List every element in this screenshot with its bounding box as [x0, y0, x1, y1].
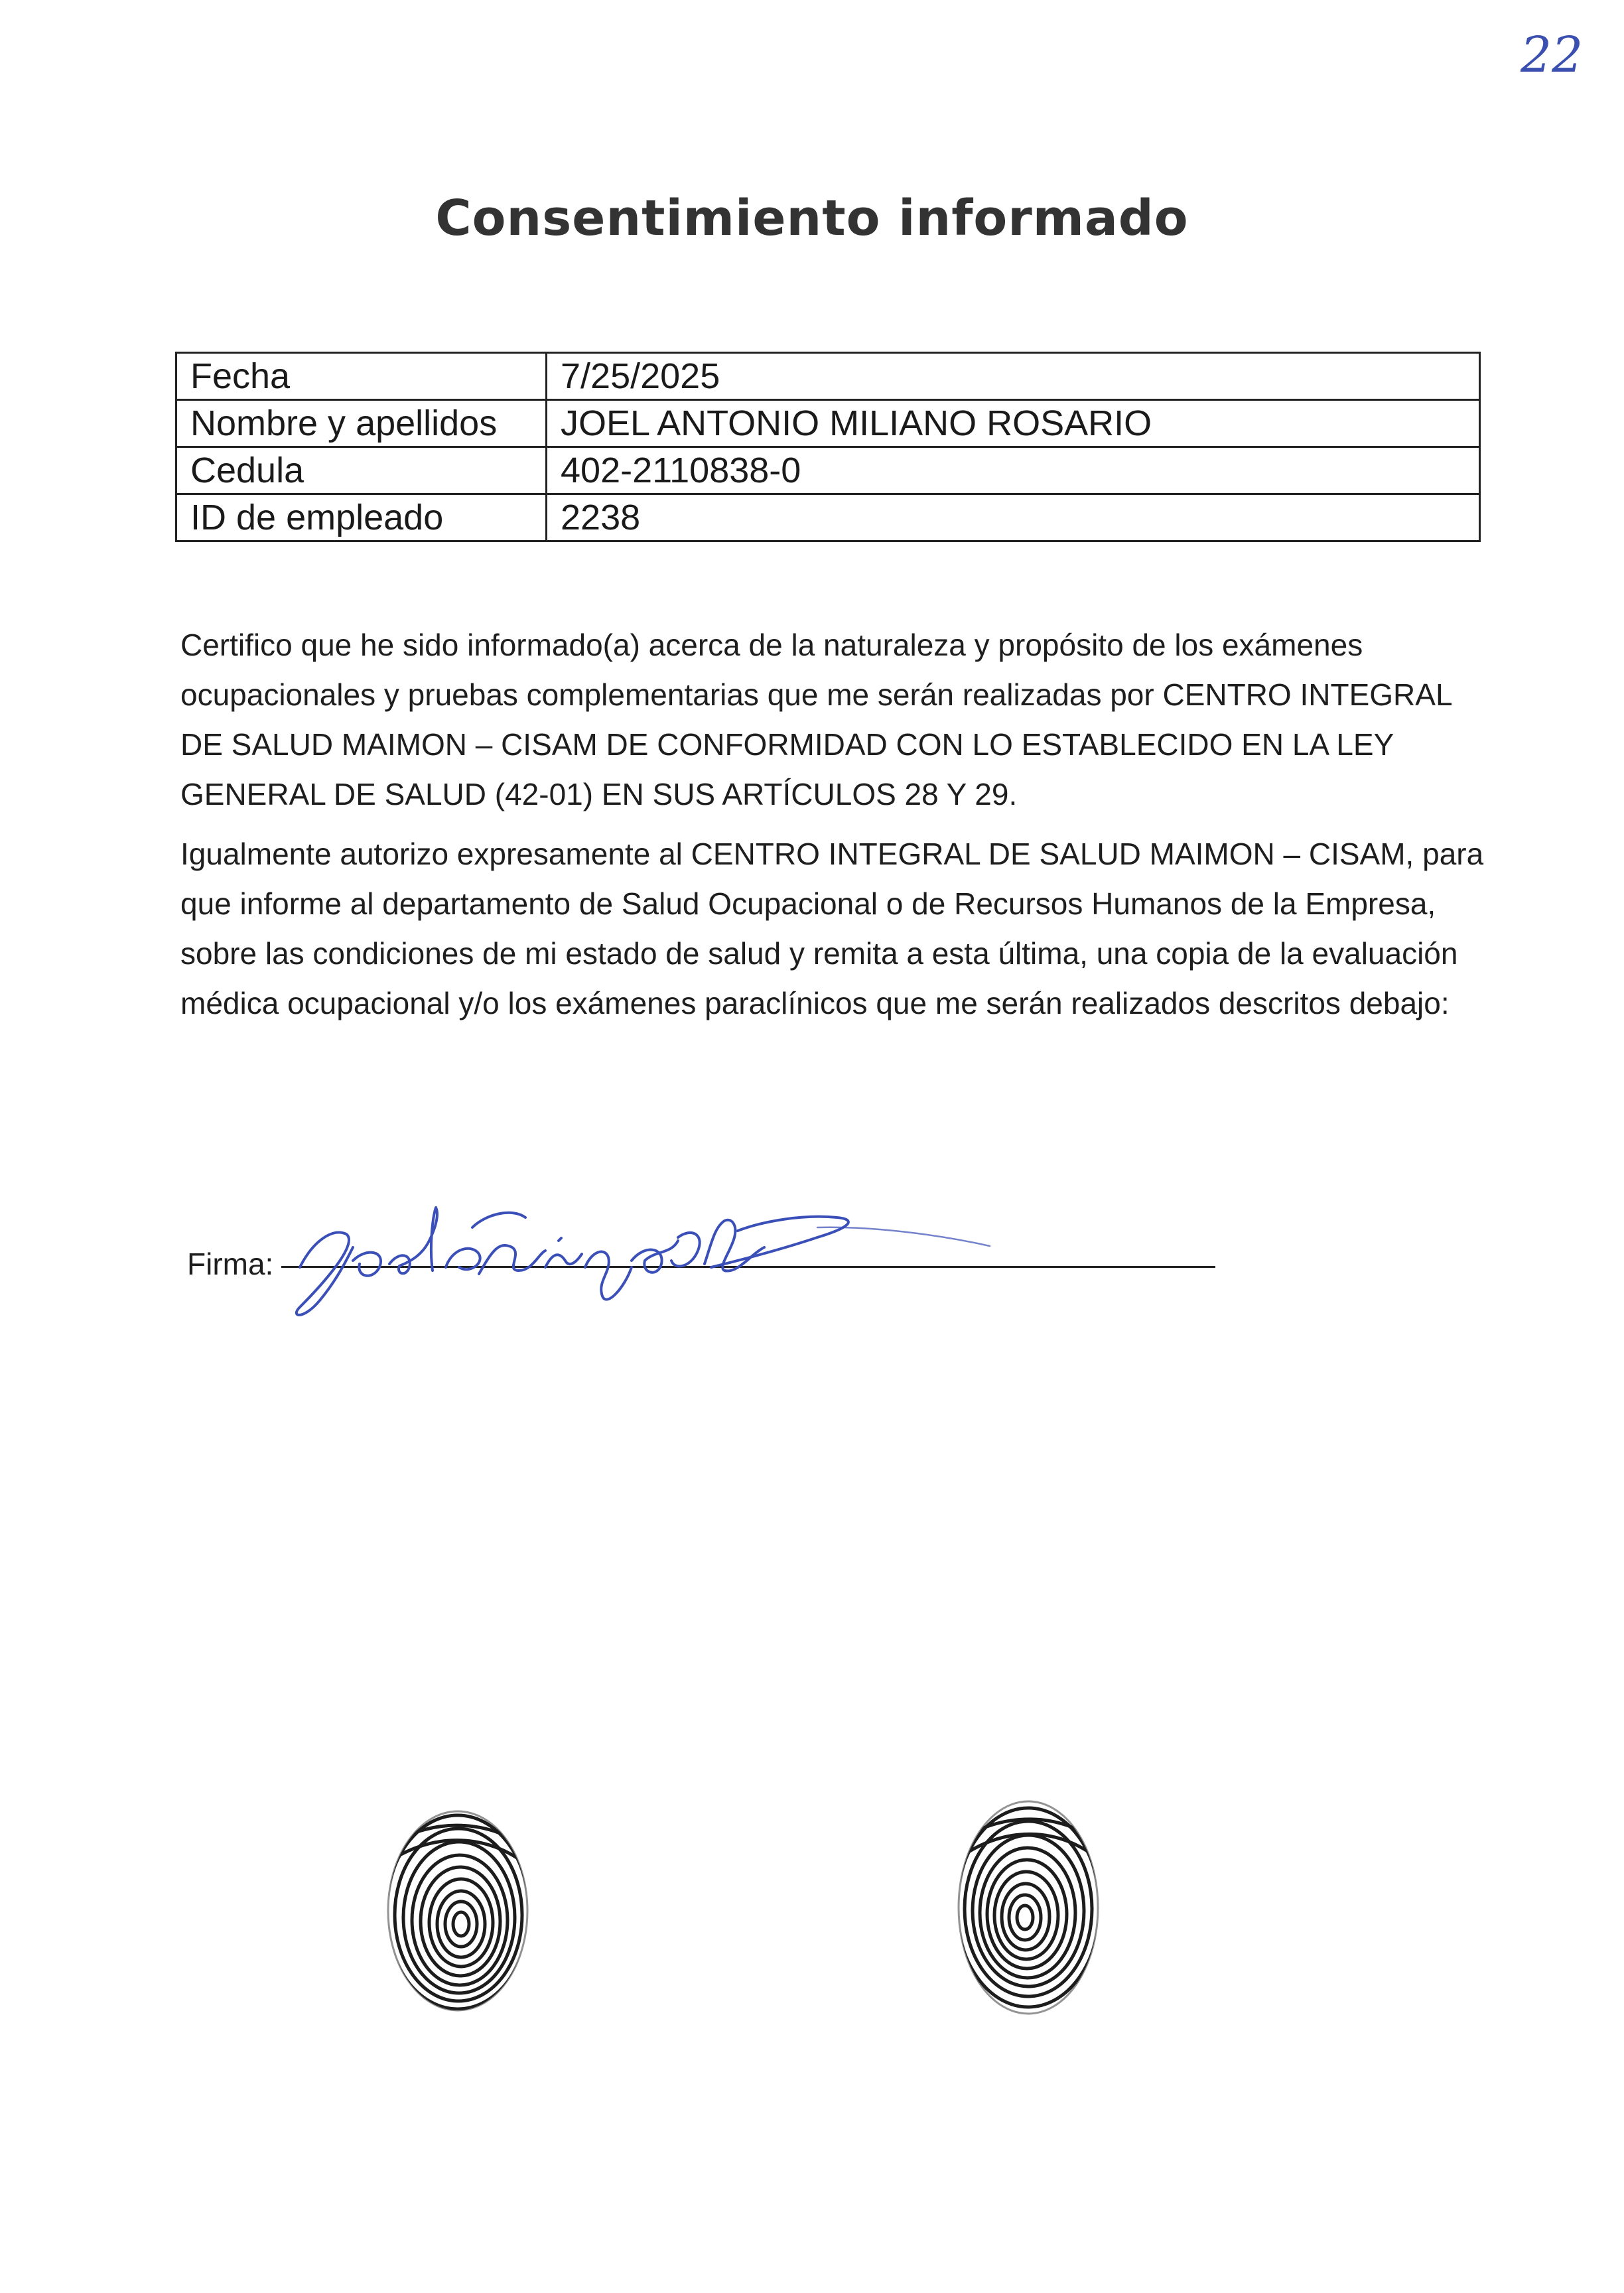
cedula-value: 402-2110838-0 — [547, 447, 1480, 494]
employee-id-value: 2238 — [547, 494, 1480, 541]
employee-id-label: ID de empleado — [176, 494, 547, 541]
table-row — [176, 400, 1480, 447]
nombre-label: Nombre y apellidos — [176, 400, 547, 447]
employee-info-table — [175, 352, 1481, 542]
fecha-value: 7/25/2025 — [547, 353, 1480, 400]
authorization-paragraph: Igualmente autorizo expresamente al CENTRO INTEGRAL DE SALUD MAIMON – CISAM, para que informe al departamento de Salud Ocupacional o de Recursos Humanos de la Empresa, sobre las condiciones de mi estado de salud y remita a esta última, una copia de la evaluación médica ocupacional y/o los exámenes paraclínicos que me serán realizados descritos debajo: — [180, 837, 1484, 1020]
fecha-label: Fecha — [176, 353, 547, 400]
table-row — [176, 447, 1480, 494]
certification-paragraph: Certifico que he sido informado(a) acerca de la naturaleza y propósito de los exámenes ocupacionales y pruebas complementarias que me serán realizadas por CENTRO INTEGRAL DE SALUD MAIMON – CISAM DE CONFORMIDAD CON LO ESTABLECIDO EN LA LEY GENERAL DE SALUD (42-01) EN SUS ARTÍCULOS 28 Y 29. — [180, 628, 1452, 811]
document-title: Consentimiento informado — [435, 190, 1189, 247]
fingerprint-right-icon — [949, 1795, 1108, 2020]
page-number: 22 — [1521, 27, 1584, 84]
cedula-label: Cedula — [176, 447, 547, 494]
table-row — [176, 353, 1480, 400]
nombre-value: JOEL ANTONIO MILIANO ROSARIO — [547, 400, 1480, 447]
signature-block — [187, 1188, 1222, 1320]
handwritten-signature — [273, 1188, 1069, 1320]
signature-label: Firma: — [187, 1247, 274, 1281]
table-row — [176, 494, 1480, 541]
fingerprint-left-icon — [378, 1805, 537, 2017]
